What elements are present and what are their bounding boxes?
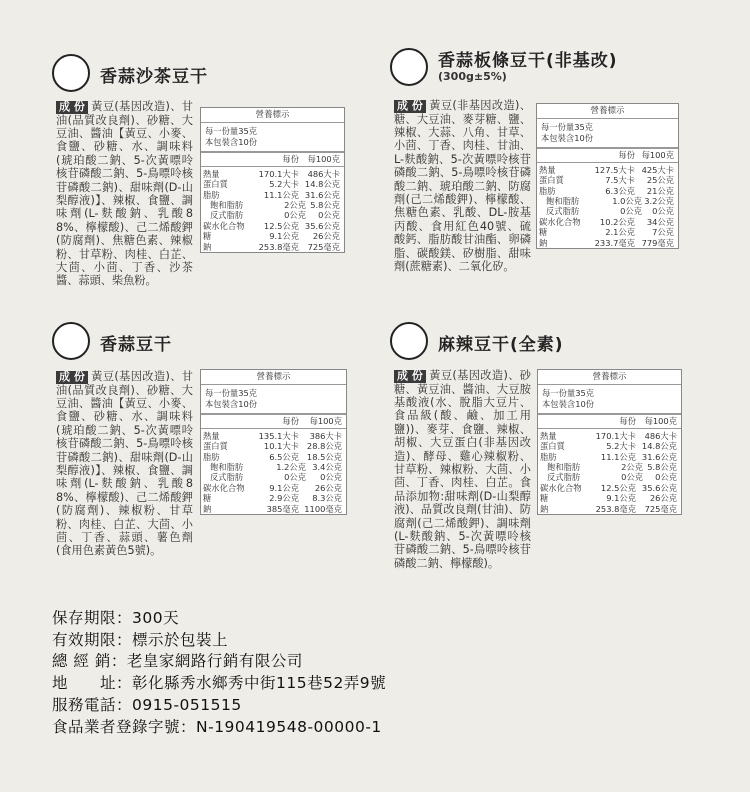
per-100g-value: 5.8公克 [310,200,340,211]
nutrition-row [201,504,346,514]
per-serving-value: 11.1公克 [600,451,636,462]
company-info [52,608,386,738]
per-serving-header: 每份 [619,416,636,427]
nutrition-title: 營養標示 [201,370,346,385]
per-100g-value: 26公克 [312,231,340,242]
ingredients-body: 黃豆(基因改造)、甘油(品質改良劑)、砂糖、大豆油、醬油【黃豆、小麥、食鹽、砂糖、水、調味料(琥珀酸二鈉、5-次黃嘌呤核苷磷酸二鈉、5-鳥嘌呤核苷磷酸二鈉)、甜味劑(D-山梨醇液)】、辣椒、食鹽、調味劑(L-麩酸鈉、乳酸88%、檸檬酸)、己二烯酸鉀(防腐劑)、焦糖色素、辣椒粉、甘草粉、肉桂、白芷、大茴、小茴、丁香、沙茶醬、蒜頭、柴魚粉。 [56,100,193,288]
per-serving-value: 2.1公克 [605,227,635,238]
per-serving-value: 6.5公克 [269,451,299,462]
nutrient-name: 熱量 [203,168,220,179]
per-100g-value: 425大卡 [641,164,674,175]
nutrition-row [201,221,344,231]
info-line: 總 經 銷：老皇家網路行銷有限公司 [52,652,303,671]
nutrient-name: 糖 [540,493,549,504]
info-line: 食品業者登錄字號：N-190419548-00000-1 [52,717,382,736]
product-weight: (300g±5%) [438,70,507,83]
nutrient-name: 熱量 [540,430,557,441]
nutrition-header-row [201,415,346,428]
ingredients-text [394,99,531,273]
per-serving-value: 10.1大卡 [263,441,299,452]
nutrition-table [537,369,682,515]
per-serving-value: 0公克 [620,206,642,217]
product-section [52,322,352,582]
nutrition-row [201,190,344,200]
nutrition-header-row [201,153,344,166]
nutrition-row [201,431,346,441]
per-serving-value: 9.1公克 [269,482,299,493]
per-serving-value: 385毫克 [266,503,299,514]
per-serving-value: 5.2大卡 [269,179,299,190]
per-100g-value: 14.8公克 [641,441,677,452]
per-serving-value: 170.1大卡 [258,168,299,179]
nutrition-row [537,186,678,196]
nutrition-row [201,493,346,503]
per-serving-value: 5.2大卡 [606,441,636,452]
per-100g-value: 26公克 [649,493,677,504]
product-header [52,322,412,362]
per-100g-value: 34公克 [646,216,674,227]
per-100g-value: 725毫克 [307,241,340,252]
per-serving-header: 每份 [618,150,635,161]
per-serving-header: 每份 [282,154,299,165]
per-100g-value: 3.4公克 [312,462,342,473]
per-100g-value: 18.5公克 [306,451,342,462]
servings-per-pack: 本包裝含10份 [542,398,595,409]
per-serving-value: 233.7毫克 [594,237,635,248]
per-100g-value: 31.6公克 [304,189,340,200]
nutrient-name: 碳水化合物 [539,216,581,227]
nutrient-name: 脂肪 [539,185,556,196]
ingredients-body: 黃豆(基因改造)、甘油(品質改良劑)、砂糖、大豆油、醬油【黃豆、小麥、食鹽、砂糖、水、調味料(琥珀酸二鈉、5-次黃嘌呤核苷磷酸二鈉、5-鳥嘌呤核苷磷酸二鈉)、甜味劑(D-山梨醇液)】、辣椒、食鹽、調味劑(L-麩酸鈉、乳酸88%、檸檬酸)、己二烯酸鉀(防腐劑)、辣椒粉、甘草粉、肉桂、白芷、大茴、小茴、丁香、蒜頭、薯色劑(食用色素黃色5號)。 [56,370,193,558]
serving-info [537,119,678,149]
circle-icon [390,322,428,360]
circle-icon [52,54,90,92]
per-100g-value: 5.8公克 [647,462,677,473]
nutrition-row [201,452,346,462]
per-serving-value: 7.5大卡 [605,175,635,186]
per-serving-value: 9.1公克 [606,493,636,504]
per-serving-value: 127.5大卡 [594,164,635,175]
ingredients-label: 成 份 [394,370,426,383]
serving-size: 每一份量35克 [205,388,258,399]
nutrition-row [537,175,678,185]
nutrient-name: 蛋白質 [539,175,564,186]
nutrition-row [201,472,346,482]
nutrition-table [536,103,679,249]
nutrition-row [537,227,678,237]
ingredients-text [394,369,531,570]
nutrition-header-row [537,149,678,162]
nutrient-name: 熱量 [203,430,220,441]
per-100g-value: 14.8公克 [304,179,340,190]
per-100g-value: 0公克 [320,472,342,483]
nutrition-row [201,462,346,472]
per-serving-value: 0公克 [284,472,306,483]
nutrient-name: 糖 [203,231,212,242]
nutrition-row [537,238,678,248]
nutrition-row [538,472,681,482]
per-100g-value: 486大卡 [307,168,340,179]
per-serving-value: 253.8毫克 [595,503,636,514]
nutrient-name: 飽和脂肪 [547,462,581,473]
info-line: 地 址：彰化縣秀水鄉秀中街115巷52弄9號 [52,674,387,693]
nutrition-row [201,483,346,493]
nutrition-row [538,452,681,462]
nutrient-name: 脂肪 [540,451,557,462]
nutrition-row [538,493,681,503]
serving-info [201,123,344,153]
nutrient-name: 脂肪 [203,451,220,462]
product-title: 香蒜板條豆干(非基改) [438,51,618,71]
nutrient-name: 蛋白質 [203,441,228,452]
nutrition-title: 營養標示 [537,104,678,119]
nutrient-name: 蛋白質 [540,441,565,452]
nutrient-name: 糖 [203,493,212,504]
per-100g-value: 31.6公克 [641,451,677,462]
per-100g-value: 26公克 [314,482,342,493]
nutrient-name: 反式脂肪 [547,472,581,483]
nutrient-name: 蛋白質 [203,179,228,190]
nutrition-title: 營養標示 [201,108,344,123]
serving-size: 每一份量35克 [541,122,594,133]
product-header [52,54,412,94]
per-serving-value: 0公克 [284,210,306,221]
serving-size: 每一份量35克 [542,388,595,399]
product-section [390,46,690,286]
servings-per-pack: 本包裝含10份 [205,136,258,147]
ingredients-label: 成 份 [56,371,88,384]
per-100g-value: 8.3公克 [312,493,342,504]
nutrient-name: 糖 [539,227,548,238]
nutrition-title: 營養標示 [538,370,681,385]
nutrition-row [201,169,344,179]
circle-icon [390,48,428,86]
nutrition-row [201,200,344,210]
nutrition-row [538,483,681,493]
nutrition-row [538,441,681,451]
per-100g-value: 25公克 [646,175,674,186]
per-serving-value: 2公克 [621,462,643,473]
product-title: 香蒜豆干 [100,335,172,355]
nutrient-name: 熱量 [539,164,556,175]
nutrition-row [201,441,346,451]
per-serving-value: 2公克 [284,200,306,211]
info-line: 保存期限：300天 [52,609,180,627]
per-100g-header: 每100克 [309,416,342,427]
per-serving-value: 1.0公克 [612,196,642,207]
serving-size: 每一份量35克 [205,126,258,137]
per-serving-value: 0公克 [621,472,643,483]
product-header [390,322,750,362]
serving-info [201,385,346,415]
ingredients-text [56,100,193,288]
per-serving-value: 12.5公克 [263,220,299,231]
per-100g-header: 每100克 [307,154,340,165]
nutrition-row [201,231,344,241]
nutrient-name: 碳水化合物 [540,482,582,493]
servings-per-pack: 本包裝含10份 [541,132,594,143]
product-section [390,322,690,582]
ingredients-body: 黃豆(非基因改造)、糖、大豆油、麥芽糖、鹽、辣椒、大蒜、八角、甘草、小茴、丁香、肉桂、甘油、L-麩酸鈉、5-次黃嘌呤核苷磷酸二鈉、5-鳥嘌呤核苷磷酸二鈉、琥珀酸二鈉、防腐劑(己二烯酸鉀)、檸檬酸、焦糖色素、乳酸、DL-胺基丙酸、食用紅色40號、硫酸鈣、脂肪酸甘油酯、卵磷脂、碳酸鎂、矽樹脂、甜味劑(蔗糖素)、二氧化矽。 [394,99,531,273]
nutrient-name: 鈉 [539,237,548,248]
nutrient-name: 鈉 [203,503,212,514]
per-100g-value: 35.6公克 [304,220,340,231]
per-100g-value: 486大卡 [644,430,677,441]
info-line: 有效期限：標示於包裝上 [52,630,229,649]
nutrition-row [201,210,344,220]
serving-info [538,385,681,415]
nutrient-name: 反式脂肪 [210,210,244,221]
nutrition-row [537,217,678,227]
nutrition-row [537,196,678,206]
nutrition-row [201,242,344,252]
per-100g-header: 每100克 [641,150,674,161]
ingredients-body: 黃豆(基因改造)、砂糖、黃豆油、醬油、大豆胺基酸液(水、脫脂大豆片、食品級(酸、鹼、加工用鹽))、麥芽、食鹽、辣椒、胡椒、大豆蛋白(非基因改造)、酵母、雞心辣椒粉、甘草粉、辣椒粉、大茴、小茴、丁香、肉桂、白芷。食品添加物:甜味劑(D-山梨醇液)、品質改良劑(甘油)、防腐劑(己二烯酸鉀)、調味劑(L-麩酸鈉、5-次黃嘌呤核苷磷酸二鈉、5-鳥嘌呤核苷磷酸二鈉、檸檬酸)。 [394,369,531,570]
nutrient-name: 鈉 [203,241,212,252]
per-100g-value: 0公克 [318,210,340,221]
nutrient-name: 飽和脂肪 [210,462,244,473]
per-serving-value: 170.1大卡 [595,430,636,441]
per-100g-value: 28.8公克 [306,441,342,452]
per-100g-value: 21公克 [646,185,674,196]
per-100g-header: 每100克 [644,416,677,427]
nutrition-table [200,107,345,253]
per-100g-value: 7公克 [652,227,674,238]
nutrient-name: 飽和脂肪 [210,200,244,211]
per-serving-value: 253.8毫克 [258,241,299,252]
nutrient-name: 反式脂肪 [546,206,580,217]
nutrition-row [538,462,681,472]
ingredients-label: 成 份 [56,101,88,114]
nutrient-name: 碳水化合物 [203,220,245,231]
per-serving-value: 6.3公克 [605,185,635,196]
per-100g-value: 0公克 [652,206,674,217]
product-title: 香蒜沙茶豆干 [100,67,208,87]
nutrition-row [201,179,344,189]
nutrition-row [537,165,678,175]
per-serving-value: 1.2公克 [276,462,306,473]
nutrition-table [200,369,347,515]
per-serving-value: 10.2公克 [599,216,635,227]
nutrient-name: 脂肪 [203,189,220,200]
per-serving-value: 135.1大卡 [258,430,299,441]
product-title: 麻辣豆干(全素) [438,335,564,355]
nutrient-name: 碳水化合物 [203,482,245,493]
per-100g-value: 725毫克 [644,503,677,514]
servings-per-pack: 本包裝含10份 [205,398,258,409]
per-100g-value: 35.6公克 [641,482,677,493]
per-serving-value: 12.5公克 [600,482,636,493]
nutrition-row [537,206,678,216]
product-header [390,46,750,86]
per-100g-value: 386大卡 [309,430,342,441]
nutrient-name: 反式脂肪 [210,472,244,483]
nutrient-name: 飽和脂肪 [546,196,580,207]
nutrition-row [538,431,681,441]
per-serving-value: 9.1公克 [269,231,299,242]
per-serving-header: 每份 [282,416,299,427]
per-serving-value: 11.1公克 [263,189,299,200]
ingredients-text [56,370,193,558]
per-serving-value: 2.9公克 [269,493,299,504]
nutrient-name: 鈉 [540,503,549,514]
nutrition-row [538,504,681,514]
ingredients-label: 成 份 [394,100,426,113]
product-section [52,54,352,288]
per-100g-value: 0公克 [655,472,677,483]
nutrition-header-row [538,415,681,428]
circle-icon [52,322,90,360]
per-100g-value: 1100毫克 [304,503,342,514]
info-line: 服務電話：0915-051515 [52,695,242,714]
per-100g-value: 3.2公克 [644,196,674,207]
per-100g-value: 779毫克 [641,237,674,248]
